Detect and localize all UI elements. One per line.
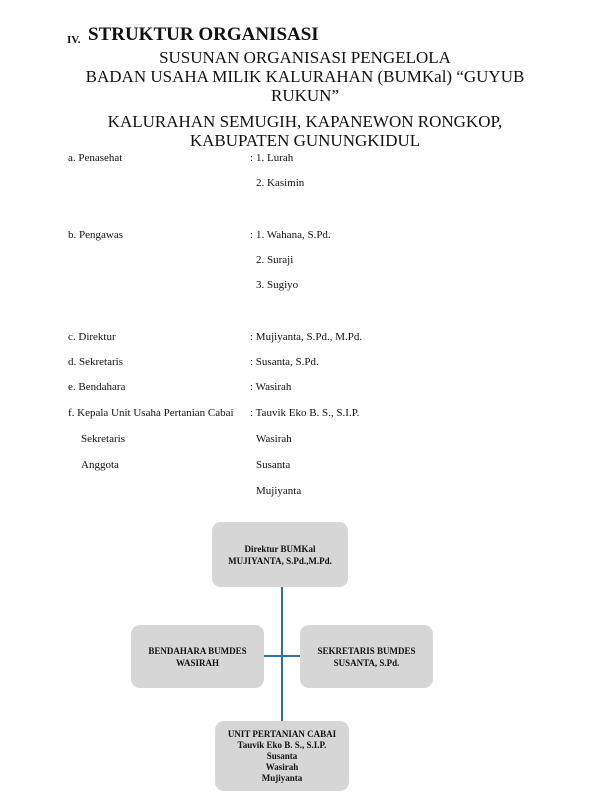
- document-title-line-3: KALURAHAN SEMUGIH, KAPANEWON RONGKOP,: [107, 112, 503, 131]
- chart-box-sekretaris: [300, 625, 433, 688]
- section-number: IV.: [67, 34, 81, 46]
- pengawas-item: 3. Sugiyo: [256, 279, 299, 291]
- chart-box-bendahara-title: BENDAHARA BUMDES: [148, 645, 247, 656]
- unit-head-label: f. Kepala Unit Usaha Pertanian Cabai: [68, 407, 234, 419]
- penasehat-item: 1. Lurah: [256, 152, 294, 164]
- chart-box-bendahara: [131, 625, 264, 688]
- unit-anggota-label: Anggota: [81, 459, 119, 471]
- chart-box-unit-member: Tauvik Eko B. S., S.I.P.: [237, 739, 327, 750]
- chart-box-direktur: [212, 522, 348, 587]
- unit-head-value: : Tauvik Eko B. S., S.I.P.: [250, 407, 360, 419]
- pengawas-label: b. Pengawas: [68, 229, 123, 241]
- direktur-label: c. Direktur: [68, 331, 116, 343]
- penasehat-item: 2. Kasimin: [256, 177, 305, 189]
- chart-connector-vertical: [281, 587, 283, 721]
- sekretaris-value: : Susanta, S.Pd.: [250, 356, 319, 368]
- unit-sekretaris-value: Wasirah: [256, 433, 292, 445]
- chart-box-sekretaris-name: SUSANTA, S.Pd.: [333, 657, 400, 668]
- document-title-line-1: SUSUNAN ORGANISASI PENGELOLA: [159, 48, 451, 67]
- chart-box-unit-member: Wasirah: [265, 761, 299, 772]
- bendahara-label: e. Bendahara: [68, 381, 126, 393]
- penasehat-label: a. Penasehat: [68, 152, 123, 164]
- chart-connector-horizontal: [264, 655, 300, 657]
- chart-box-direktur-title: Direktur BUMKal: [244, 543, 316, 554]
- bendahara-value: : Wasirah: [250, 381, 292, 393]
- chart-box-bendahara-name: WASIRAH: [175, 657, 219, 668]
- unit-anggota-value: Mujiyanta: [256, 485, 302, 497]
- document-title-line-2: BADAN USAHA MILIK KALURAHAN (BUMKal) “GUYUB RUKUN”: [85, 67, 525, 105]
- pengawas-item: 1. Wahana, S.Pd.: [256, 229, 331, 241]
- unit-anggota-value: Susanta: [256, 459, 291, 471]
- chart-box-unit-member: Susanta: [266, 750, 298, 761]
- sekretaris-label: d. Sekretaris: [68, 356, 123, 368]
- penasehat-separator: :: [250, 152, 254, 164]
- chart-box-unit-title: UNIT PERTANIAN CABAI: [227, 728, 337, 739]
- chart-box-unit: [215, 721, 349, 791]
- unit-sekretaris-label: Sekretaris: [81, 433, 125, 445]
- chart-box-unit-member: Mujiyanta: [261, 772, 303, 783]
- chart-box-direktur-name: MUJIYANTA, S.Pd.,M.Pd.: [228, 555, 332, 566]
- pengawas-item: 2. Suraji: [256, 254, 294, 266]
- pengawas-separator: :: [250, 229, 254, 241]
- direktur-value: : Mujiyanta, S.Pd., M.Pd.: [250, 331, 363, 343]
- section-title: STRUKTUR ORGANISASI: [88, 24, 319, 45]
- chart-box-sekretaris-title: SEKRETARIS BUMDES: [317, 645, 416, 656]
- document-title-line-4: KABUPATEN GUNUNGKIDUL: [189, 131, 421, 150]
